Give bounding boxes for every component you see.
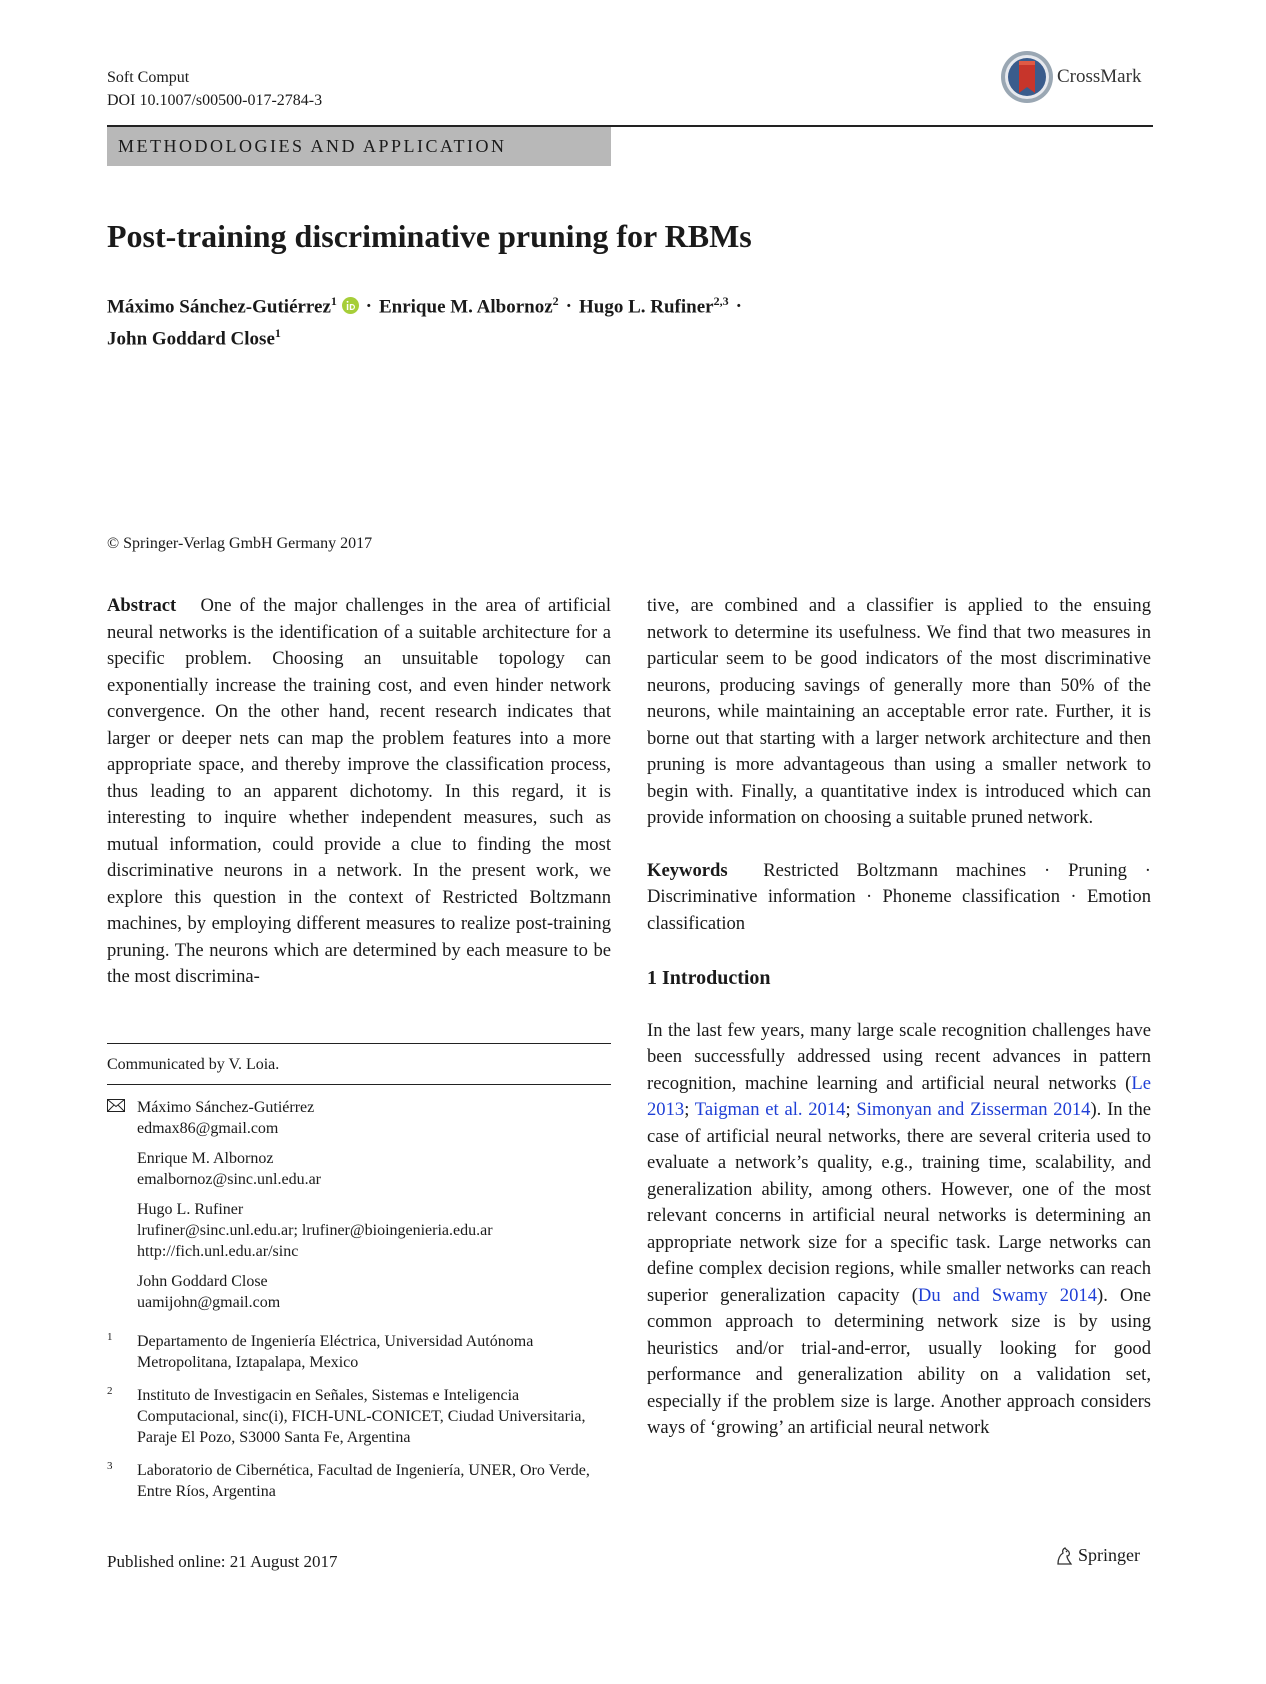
author-contacts [107, 1097, 611, 1511]
citation-link[interactable]: Taigman et al. 2014 [694, 1099, 846, 1120]
contact-name: Máximo Sánchez-Gutiérrez [137, 1099, 315, 1116]
contact-email[interactable]: uamijohn@gmail.com [137, 1294, 281, 1311]
author-affil: 1 [330, 294, 337, 308]
introduction-paragraph [647, 1018, 1151, 1442]
left-column [107, 593, 611, 991]
author-list [107, 288, 749, 353]
contact-name: Hugo L. Rufiner [137, 1201, 244, 1218]
citation-link[interactable]: Simonyan and Zisserman 2014 [856, 1099, 1091, 1120]
intro-text: ; [684, 1099, 695, 1120]
author-separator: · [365, 296, 372, 318]
publisher-logo[interactable] [1054, 1545, 1140, 1566]
paper-title: Post-training discriminative pruning for RBMs [107, 218, 752, 254]
affiliation-number: 3 [107, 1460, 113, 1472]
contact-email[interactable]: lrufiner@sinc.unl.edu.ar; lrufiner@bioingenieria.edu.ar [137, 1222, 493, 1239]
contact-url[interactable]: http://fich.unl.edu.ar/sinc [137, 1243, 299, 1260]
intro-text: ). One common approach to determining network size is by using heuristics and/or trial-and-error, usually looking for good performance and generalization ability on a validation set, especially if the problem size is large. Another approach considers ways of ‘growing’ an artificial neural network [647, 1284, 1151, 1438]
right-column [647, 593, 1151, 1442]
crossmark-icon [1000, 50, 1054, 104]
doi[interactable]: DOI 10.1007/s00500-017-2784-3 [107, 92, 323, 109]
author-affil: 1 [274, 326, 281, 341]
envelope-icon[interactable] [107, 1099, 125, 1112]
author-affil: 2 [552, 294, 559, 308]
author-name[interactable]: Enrique M. Albornoz [378, 296, 553, 318]
affiliation-entry [107, 1385, 611, 1448]
contact-entry [107, 1148, 611, 1190]
affiliation-number: 2 [107, 1385, 113, 1397]
orcid-icon[interactable] [342, 297, 359, 314]
keywords [647, 858, 1151, 938]
copyright-notice: © Springer-Verlag GmbH Germany 2017 [107, 535, 373, 552]
author-separator: · [565, 296, 572, 318]
citation-link[interactable]: Du and Swamy 2014 [917, 1284, 1097, 1306]
abstract-text: One of the major challenges in the area of artificial neural networks is the identification of a suitable architecture for a specific problem. Choosing an unsuitable topology can exponentially increase the training cost, and even hinder network convergence. On the other hand, recent research indicates that larger or deeper nets can map the problem features into a more appropriate space, and thereby improve the classification process, thus leading to an apparent dichotomy. In this regard, it is interesting to inquire whether independent measures, such as mutual information, could provide a clue to finding the most discriminative neurons in a network. In the present work, we explore this question in the context of Restricted Boltzmann machines, by employing different measures to realize post-training pruning. The neurons which are determined by each measure to be the most discrimina- [107, 595, 611, 987]
communicated-by: Communicated by V. Loia. [107, 1056, 280, 1073]
crossmark-badge[interactable] [1000, 50, 1141, 104]
affiliation-entry [107, 1331, 611, 1373]
affiliation-text: Departamento de Ingeniería Eléctrica, Universidad Autónoma Metropolitana, Iztapalapa, Mexico [137, 1333, 534, 1371]
intro-text: ; [845, 1099, 857, 1120]
abstract-label: Abstract [107, 595, 177, 616]
contact-entry [107, 1199, 611, 1262]
abstract-continued: tive, are combined and a classifier is applied to the ensuing network to determine its usefulness. We find that two measures in particular seem to be good indicators of the most discriminative neurons, producing savings of generally more than 50% of the neurons, while maintaining an acceptable error rate. Further, it is borne out that starting with a larger network architecture and then pruning is more advantageous than using a smaller network to begin with. Finally, a quantitative index is introduced which can provide information on choosing a suitable pruned network. [647, 595, 1151, 828]
affiliation-entry [107, 1460, 611, 1502]
affiliation-number: 1 [107, 1331, 113, 1343]
keywords-text: Restricted Boltzmann machines · Pruning · Discriminative information · Phoneme classification · Emotion classification [647, 859, 1151, 934]
published-date: Published online: 21 August 2017 [107, 1552, 338, 1571]
author-affil: 2,3 [713, 294, 729, 308]
author-name[interactable]: Máximo Sánchez-Gutiérrez [107, 296, 331, 318]
springer-horse-icon [1054, 1546, 1074, 1566]
keywords-label: Keywords [647, 859, 728, 881]
abstract [107, 593, 611, 991]
crossmark-label: CrossMark [1057, 66, 1142, 87]
article-category: METHODOLOGIES AND APPLICATION [107, 127, 611, 166]
contact-entry [107, 1097, 611, 1139]
affiliation-text: Instituto de Investigacin en Señales, Sistemas e Inteligencia Computacional, sinc(i), FICH-UNL-CONICET, Ciudad Universitaria, Paraje El Pozo, S3000 Santa Fe, Argentina [137, 1387, 586, 1446]
author-separator: · [735, 296, 742, 318]
author-name[interactable]: John Goddard Close [107, 328, 275, 350]
journal-info [107, 66, 322, 112]
journal-name: Soft Comput [107, 69, 190, 86]
citation-link[interactable]: Le 2013 [647, 1072, 1151, 1120]
footnote-rule [107, 1084, 611, 1085]
contact-entry [107, 1271, 611, 1313]
author-name[interactable]: Hugo L. Rufiner [578, 296, 714, 318]
contact-email[interactable]: edmax86@gmail.com [137, 1120, 279, 1137]
footnote-rule [107, 1043, 611, 1044]
section-heading-introduction: 1 Introduction [647, 967, 771, 989]
contact-name: John Goddard Close [137, 1273, 268, 1290]
affiliation-text: Laboratorio de Cibernética, Facultad de Ingeniería, UNER, Oro Verde, Entre Ríos, Argentina [137, 1462, 590, 1500]
contact-name: Enrique M. Albornoz [137, 1150, 274, 1167]
intro-text: ). In the case of artificial neural networks, there are several criteria used to evaluate a network’s quality, e.g., training time, scalability, and generalization ability, among others. However, one of the most relevant concerns in artificial neural networks is determining an appropriate network size for a specific task. Large networks can define complex decision regions, while smaller networks can reach superior generalization capacity ( [647, 1099, 1152, 1306]
publisher-name: Springer [1078, 1545, 1140, 1565]
contact-email[interactable]: emalbornoz@sinc.unl.edu.ar [137, 1171, 322, 1188]
intro-text: In the last few years, many large scale recognition challenges have been successfully addressed using recent advances in pattern recognition, machine learning and artificial neural networks ( [647, 1019, 1151, 1094]
